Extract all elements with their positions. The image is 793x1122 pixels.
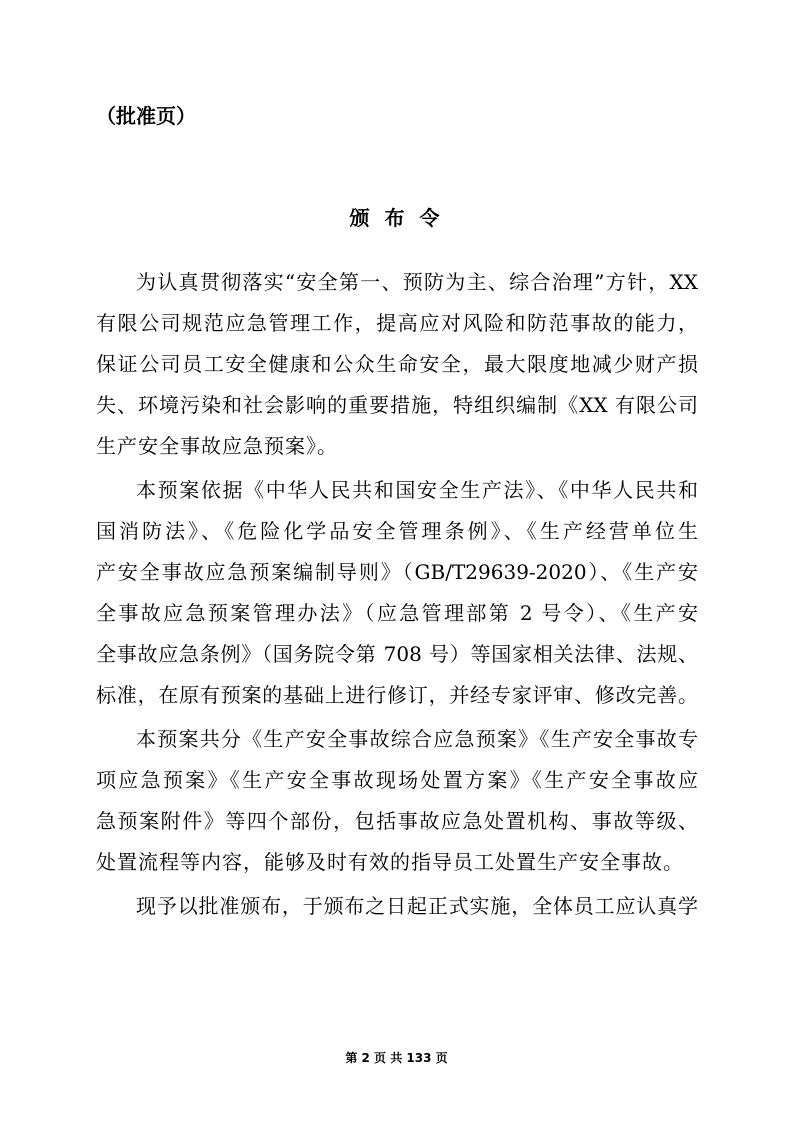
paragraph-1 xyxy=(96,262,698,467)
body-line: 生产安全事故应急预案》。 xyxy=(96,434,338,458)
body-line: 全事故应急预案管理办法》（应急管理部第 2 号令）、《生产安 xyxy=(96,601,698,625)
body-line: 本预案共分《生产安全事故综合应急预案》《生产安全事故专 xyxy=(136,727,698,751)
body-line: 项应急预案》《生产安全事故现场处置方案》《生产安全事故应 xyxy=(96,768,698,792)
body-line: 有限公司规范应急管理工作，提高应对风险和防范事故的能力， xyxy=(96,311,698,335)
body-line: 国消防法》、《危险化学品安全管理条例》、《生产经营单位生 xyxy=(96,519,698,543)
approval-page-label: （批准页） xyxy=(96,104,196,128)
paragraph-4 xyxy=(96,886,698,927)
body-line: 全事故应急条例》（国务院令第 708 号）等国家相关法律、法规、 xyxy=(96,642,698,666)
body-line: 为认真贯彻落实“安全第一、预防为主、综合治理”方针，XX xyxy=(136,270,698,294)
document-body xyxy=(96,262,698,927)
body-line: 保证公司员工安全健康和公众生命安全，最大限度地减少财产损 xyxy=(96,352,698,376)
page-footer: 第 2 页 共 133 页 xyxy=(345,1051,448,1065)
body-line: 产安全事故应急预案编制导则》（GB/T29639-2020）、《生产安 xyxy=(96,560,698,584)
paragraph-2 xyxy=(96,470,698,716)
body-line: 失、环境污染和社会影响的重要措施，特组织编制《XX 有限公司 xyxy=(96,393,698,417)
body-line: 处置流程等内容，能够及时有效的指导员工处置生产安全事故。 xyxy=(96,850,684,874)
body-line: 标准，在原有预案的基础上进行修订，并经专家评审、修改完善。 xyxy=(96,683,698,707)
paragraph-3 xyxy=(96,719,698,883)
body-line: 现予以批准颁布，于颁布之日起正式实施，全体员工应认真学 xyxy=(136,894,698,918)
document-title: 颁 布 令 xyxy=(349,206,444,230)
body-line: 本预案依据《中华人民共和国安全生产法》、《中华人民共和 xyxy=(136,478,698,502)
body-line: 急预案附件》等四个部份，包括事故应急处置机构、事故等级、 xyxy=(96,809,698,833)
